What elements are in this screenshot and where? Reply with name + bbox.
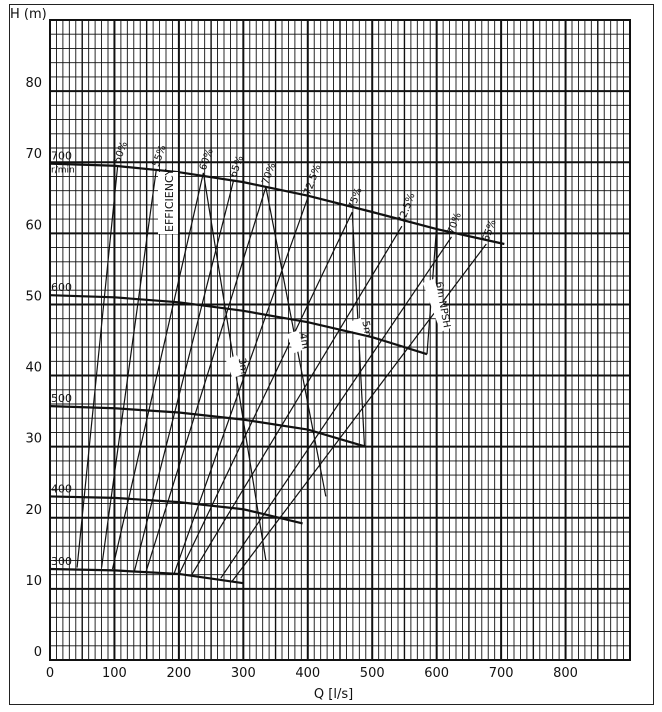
efficiency-line xyxy=(113,173,204,569)
efficiency-title: EFFICIENCY xyxy=(163,168,176,232)
y-tick-label: 20 xyxy=(25,502,42,518)
x-tick-label: 200 xyxy=(166,666,192,681)
speed-label: 600 xyxy=(51,281,72,295)
head-curve xyxy=(50,496,303,523)
efficiency-label: 65% xyxy=(480,218,499,244)
speed-label: 500 xyxy=(51,392,72,406)
npsh-label: 4m xyxy=(296,332,311,351)
efficiency-line xyxy=(221,237,452,578)
speed-label: 700 xyxy=(51,149,72,163)
efficiency-label: 65% xyxy=(228,154,247,180)
x-tick-label: 100 xyxy=(102,666,127,681)
x-tick-label: 0 xyxy=(45,666,55,681)
efficiency-line xyxy=(102,169,157,567)
y-tick-label: 50 xyxy=(25,289,42,305)
efficiency-label: 60% xyxy=(197,147,216,172)
speed-label: 400 xyxy=(51,482,72,496)
efficiency-label: 50% xyxy=(112,140,131,165)
y-tick-label: 10 xyxy=(25,573,42,589)
efficiency-label: 75% xyxy=(346,186,365,212)
efficiency-label: 72.5% xyxy=(302,163,324,197)
x-tick-label: 400 xyxy=(295,666,321,681)
y-tick-label: 40 xyxy=(25,360,42,376)
x-axis-title: Q [l/s] xyxy=(313,687,354,702)
y-tick-label: 0 xyxy=(33,645,42,660)
efficiency-line xyxy=(77,166,118,568)
x-tick-label: 300 xyxy=(230,666,256,681)
y-tick-label: 80 xyxy=(25,76,42,92)
npsh-label: 3m xyxy=(235,357,250,376)
y-tick-label: 30 xyxy=(25,431,42,447)
speed-label: 300 xyxy=(51,554,72,568)
npsh-label: 5m xyxy=(359,319,374,338)
y-tick-label: 70 xyxy=(25,147,42,163)
head-curve xyxy=(50,406,366,447)
efficiency-label: 72.5% xyxy=(396,191,418,226)
speed-unit-label: r/min xyxy=(51,165,75,176)
x-tick-label: 500 xyxy=(359,666,385,681)
efficiency-line xyxy=(146,187,266,572)
efficiency-label: 70% xyxy=(260,161,279,187)
efficiency-label: 70% xyxy=(445,211,464,236)
x-tick-label: 600 xyxy=(424,666,450,681)
npsh-label: 6m NPSH xyxy=(432,280,452,329)
efficiency-label: 55% xyxy=(150,143,169,169)
x-tick-label: 700 xyxy=(488,666,514,681)
x-tick-label: 800 xyxy=(553,666,578,681)
y-axis-title: H (m) xyxy=(10,7,47,22)
y-tick-label: 60 xyxy=(25,218,42,234)
